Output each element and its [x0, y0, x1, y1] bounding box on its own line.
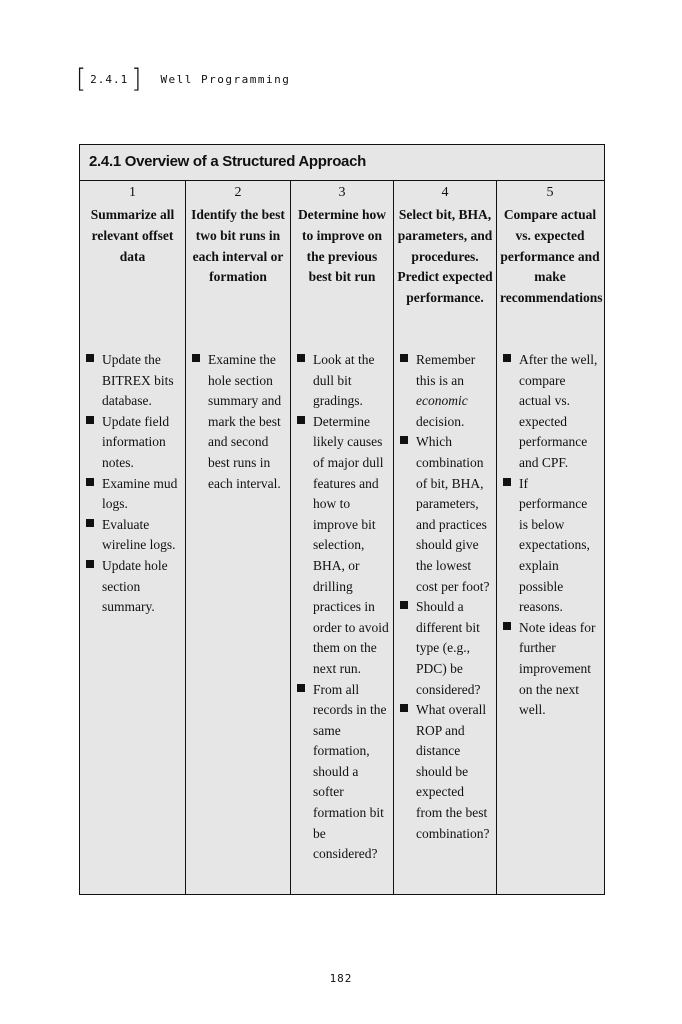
column-number: 2	[234, 185, 242, 200]
column-4	[394, 181, 497, 894]
running-title: Well Programming	[160, 72, 291, 86]
bullet-list	[80, 350, 185, 618]
column-heading: Compare actual vs. expected performance and make recommendations	[500, 207, 603, 306]
column-3	[291, 181, 394, 894]
column-heading: Select bit, BHA, parameters, and procedures. Predict expected performance.	[397, 207, 493, 306]
bullet-list	[497, 350, 603, 721]
bullet-list	[394, 350, 496, 844]
bullet-item: Note ideas for further improvement on the next well.	[519, 618, 599, 721]
column-number: 3	[338, 185, 346, 200]
bullet-text: decision.	[416, 413, 465, 429]
bullet-item: Which combination of bit, BHA, parameters, and practices should give the lowest cost per foot?	[416, 432, 492, 597]
bullet-item	[416, 350, 492, 432]
bullet-text: Remember this is an	[416, 352, 476, 388]
column-number: 5	[546, 185, 554, 200]
column-heading: Identify the best two bit runs in each interval or formation	[191, 207, 285, 285]
column-number: 1	[129, 185, 136, 200]
column-1	[80, 181, 186, 894]
bullet-item: Examine the hole section summary and mark the best and second best runs in each interval.	[208, 350, 286, 494]
section-number: 2.4.1	[90, 72, 129, 86]
figure-title: 2.4.1 Overview of a Structured Approach	[80, 145, 604, 181]
bullet-item: What overall ROP and distance should be expected from the best combination?	[416, 700, 492, 844]
bullet-item: Update hole section summary.	[102, 556, 181, 618]
bullet-item: Look at the dull bit gradings.	[313, 350, 389, 412]
bullet-item: After the well, compare actual vs. expected performance and CPF.	[519, 350, 599, 474]
bullet-item: If performance is below expectations, explain possible reasons.	[519, 474, 599, 618]
bullet-item: Update field information notes.	[102, 412, 181, 474]
bracket-open: [	[76, 64, 88, 94]
column-heading: Summarize all relevant offset data	[90, 207, 175, 264]
bullet-item: Update the BITREX bits database.	[102, 350, 181, 412]
page-number: 182	[329, 972, 353, 985]
column-2	[186, 181, 291, 894]
bullet-list	[291, 350, 393, 865]
column-heading: Determine how to improve on the previous best bit run	[297, 207, 387, 285]
bullet-list	[186, 350, 290, 494]
figure-columns	[80, 181, 604, 894]
emphasis-text: economic	[416, 393, 468, 409]
bullet-item: Determine likely causes of major dull features and how to improve bit selection, BHA, or drilling practices in order to avoid them on the next run.	[313, 412, 389, 680]
bracket-close: ]	[131, 64, 143, 94]
column-number: 4	[441, 185, 449, 200]
bullet-item: Examine mud logs.	[102, 474, 181, 515]
bullet-item: From all records in the same formation, should a softer formation bit be considered?	[313, 680, 389, 865]
column-5	[497, 181, 603, 894]
figure-table	[79, 144, 605, 895]
running-head	[76, 66, 290, 92]
bullet-item: Evaluate wireline logs.	[102, 515, 181, 556]
bullet-item: Should a different bit type (e.g., PDC) be considered?	[416, 597, 492, 700]
